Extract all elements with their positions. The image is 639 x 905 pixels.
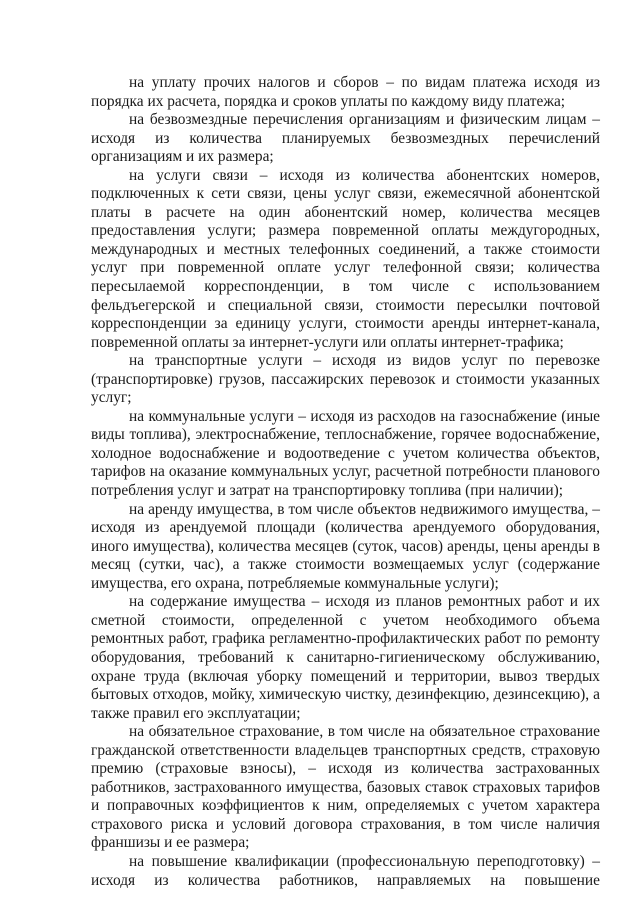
paragraph-gratuitous-transfers: на безвозмездные перечисления организациям и физическим лицам – исходя из количества планируемых безвозмездных перечислений организациям и их размера;: [91, 111, 600, 166]
paragraph-mandatory-insurance: на обязательное страхование, в том числе на обязательное страхование гражданской ответственности владельцев транспортных средств, страховую премию (страховые взносы), – исходя из количества застрахованных работников, застрахованного имущества, базовых ставок страховых тарифов и поправочных коэффициентов к ним, определяемых с учетом характера страхового риска и условий договора страхования, в том числе наличия франшизы и ее размера;: [91, 723, 600, 852]
paragraph-property-maintenance: на содержание имущества – исходя из планов ремонтных работ и их сметной стоимости, определенной с учетом необходимого объема ремонтных работ, графика регламентно-профилактических работ по ремонту оборудования, требований к санитарно-гигиеническому обслуживанию, охране труда (включая уборку помещений и территории, вывоз твердых бытовых отходов, мойку, химическую чистку, дезинфекцию, дезинсекцию), а также правил его эксплуатации;: [91, 593, 600, 722]
document-body: [91, 74, 600, 890]
paragraph-professional-training: на повышение квалификации (профессиональную переподготовку) – исходя из количества работников, направляемых на повышение: [91, 852, 600, 889]
paragraph-communication-services: на услуги связи – исходя из количества абонентских номеров, подключенных к сети связи, цены услуг связи, ежемесячной абонентской платы в расчете на один абонентский номер, количества месяцев предоставления услуги; размера повременной оплаты междугородных, международных и местных телефонных соединений, а также стоимости услуг при повременной оплате услуг телефонной связи; количества пересылаемой корреспонденции, в том числе с использованием фельдъегерской и специальной связи, стоимости пересылки почтовой корреспонденции за единицу услуги, стоимости аренды интернет-канала, повременной оплаты за интернет-услуги или оплаты интернет-трафика;: [91, 166, 600, 351]
paragraph-utility-services: на коммунальные услуги – исходя из расходов на газоснабжение (иные виды топлива), электроснабжение, теплоснабжение, горячее водоснабжение, холодное водоснабжение и водоотведение с учетом количества объектов, тарифов на оказание коммунальных услуг, расчетной потребности планового потребления услуг и затрат на транспортировку топлива (при наличии);: [91, 407, 600, 500]
paragraph-transport-services: на транспортные услуги – исходя из видов услуг по перевозке (транспортировке) грузов, пассажирских перевозок и стоимости указанных услуг;: [91, 352, 600, 407]
paragraph-property-rent: на аренду имущества, в том числе объектов недвижимого имущества, – исходя из арендуемой площади (количества арендуемого оборудования, иного имущества), количества месяцев (суток, часов) аренды, цены аренды в месяц (сутки, час), а также стоимости возмещаемых услуг (содержание имущества, его охрана, потребляемые коммунальные услуги);: [91, 500, 600, 592]
paragraph-other-taxes: на уплату прочих налогов и сборов – по видам платежа исходя из порядка их расчета, порядка и сроков уплаты по каждому виду платежа;: [91, 74, 600, 110]
